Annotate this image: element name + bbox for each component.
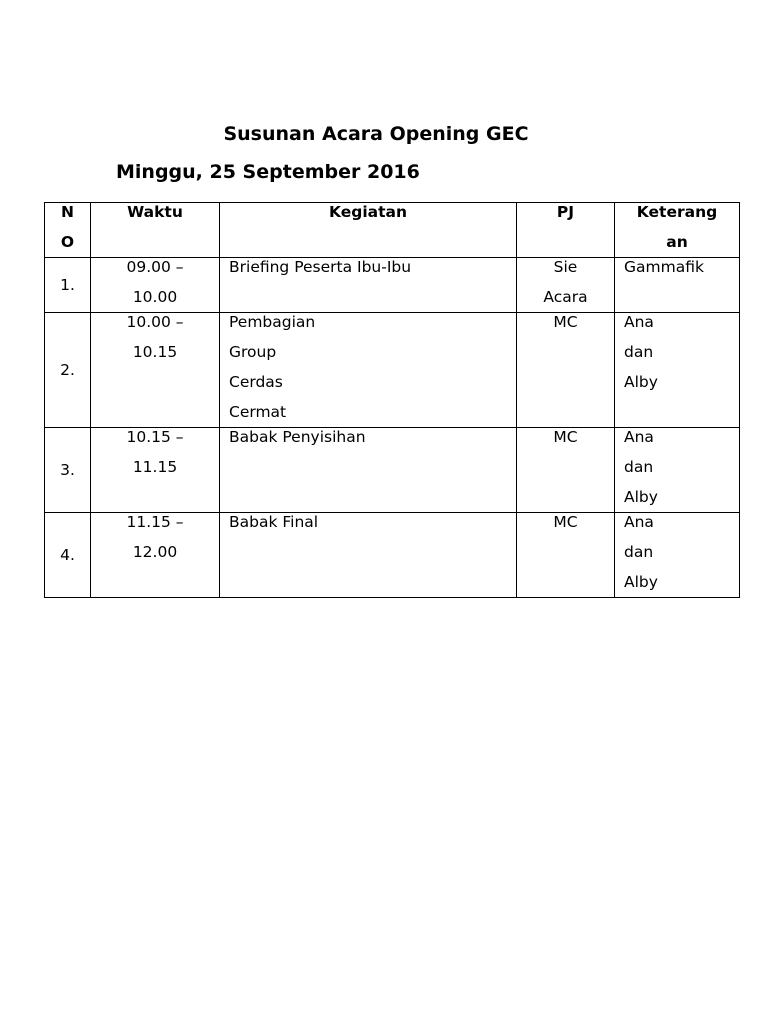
word: Ana xyxy=(624,428,654,446)
pj-line-1: MC xyxy=(553,513,578,531)
cell-pj xyxy=(517,258,615,313)
kegiatan-text: Briefing Peserta Ibu-Ibu xyxy=(229,258,412,276)
word: dan xyxy=(624,543,654,561)
cell-pj xyxy=(517,313,615,428)
document-title: Susunan Acara Opening GEC xyxy=(223,123,529,145)
word: Ana xyxy=(624,513,654,531)
waktu-start: 09.00 – xyxy=(126,258,184,276)
schedule-table xyxy=(44,202,740,598)
header-waktu-label: Waktu xyxy=(127,203,183,221)
waktu-end: 10.00 xyxy=(132,288,178,306)
cell-keterangan xyxy=(615,258,740,313)
waktu-start: 11.15 – xyxy=(126,513,184,531)
header-pj-label: PJ xyxy=(556,203,575,221)
table-row xyxy=(45,428,740,513)
cell-waktu xyxy=(91,513,220,598)
table-header-row xyxy=(45,203,740,258)
kegiatan-line-2: Cermat xyxy=(229,403,287,421)
keterangan-text: Gammafik xyxy=(624,258,704,276)
waktu-start: 10.00 – xyxy=(126,313,184,331)
word: Cerdas xyxy=(229,373,283,391)
keterangan-line-1 xyxy=(624,507,730,567)
header-no xyxy=(45,203,91,258)
header-kegiatan xyxy=(220,203,517,258)
header-pj xyxy=(517,203,615,258)
kegiatan-text: Babak Final xyxy=(229,513,319,531)
keterangan-line-2: Alby xyxy=(624,488,658,506)
waktu-end: 10.15 xyxy=(132,343,178,361)
header-no-line-2: O xyxy=(60,233,75,251)
cell-keterangan xyxy=(615,428,740,513)
waktu-end: 11.15 xyxy=(132,458,178,476)
word: dan xyxy=(624,343,654,361)
pj-line-2: Acara xyxy=(543,288,588,306)
word: Pembagian xyxy=(229,313,316,331)
pj-line-1: Sie xyxy=(553,258,578,276)
cell-pj xyxy=(517,513,615,598)
pj-line-1: MC xyxy=(553,428,578,446)
header-waktu xyxy=(91,203,220,258)
keterangan-line-2: Alby xyxy=(624,373,658,391)
word: Group xyxy=(229,343,277,361)
cell-keterangan xyxy=(615,513,740,598)
header-keterangan-line-2: an xyxy=(666,233,688,251)
waktu-end: 12.00 xyxy=(132,543,178,561)
waktu-start: 10.15 – xyxy=(126,428,184,446)
keterangan-line-1 xyxy=(624,307,730,367)
pj-line-1: MC xyxy=(553,313,578,331)
cell-no: 3. xyxy=(45,428,91,513)
header-keterangan xyxy=(615,203,740,258)
keterangan-line-2: Alby xyxy=(624,573,658,591)
header-no-line-1: N xyxy=(61,203,74,221)
cell-kegiatan xyxy=(220,513,517,598)
cell-no: 4. xyxy=(45,513,91,598)
document-subtitle: Minggu, 25 September 2016 xyxy=(116,161,420,183)
cell-kegiatan xyxy=(220,428,517,513)
table-row xyxy=(45,258,740,313)
cell-no: 2. xyxy=(45,313,91,428)
cell-kegiatan xyxy=(220,258,517,313)
cell-no: 1. xyxy=(45,258,91,313)
header-kegiatan-label: Kegiatan xyxy=(328,203,408,221)
word: Ana xyxy=(624,313,654,331)
table-row xyxy=(45,313,740,428)
cell-waktu xyxy=(91,313,220,428)
table-row xyxy=(45,513,740,598)
kegiatan-line-1 xyxy=(229,307,507,397)
cell-pj xyxy=(517,428,615,513)
kegiatan-text: Babak Penyisihan xyxy=(229,428,366,446)
cell-kegiatan xyxy=(220,313,517,428)
keterangan-line-1 xyxy=(624,422,730,482)
cell-waktu xyxy=(91,258,220,313)
word: dan xyxy=(624,458,654,476)
cell-waktu xyxy=(91,428,220,513)
cell-keterangan xyxy=(615,313,740,428)
header-keterangan-line-1: Keterang xyxy=(636,203,718,221)
